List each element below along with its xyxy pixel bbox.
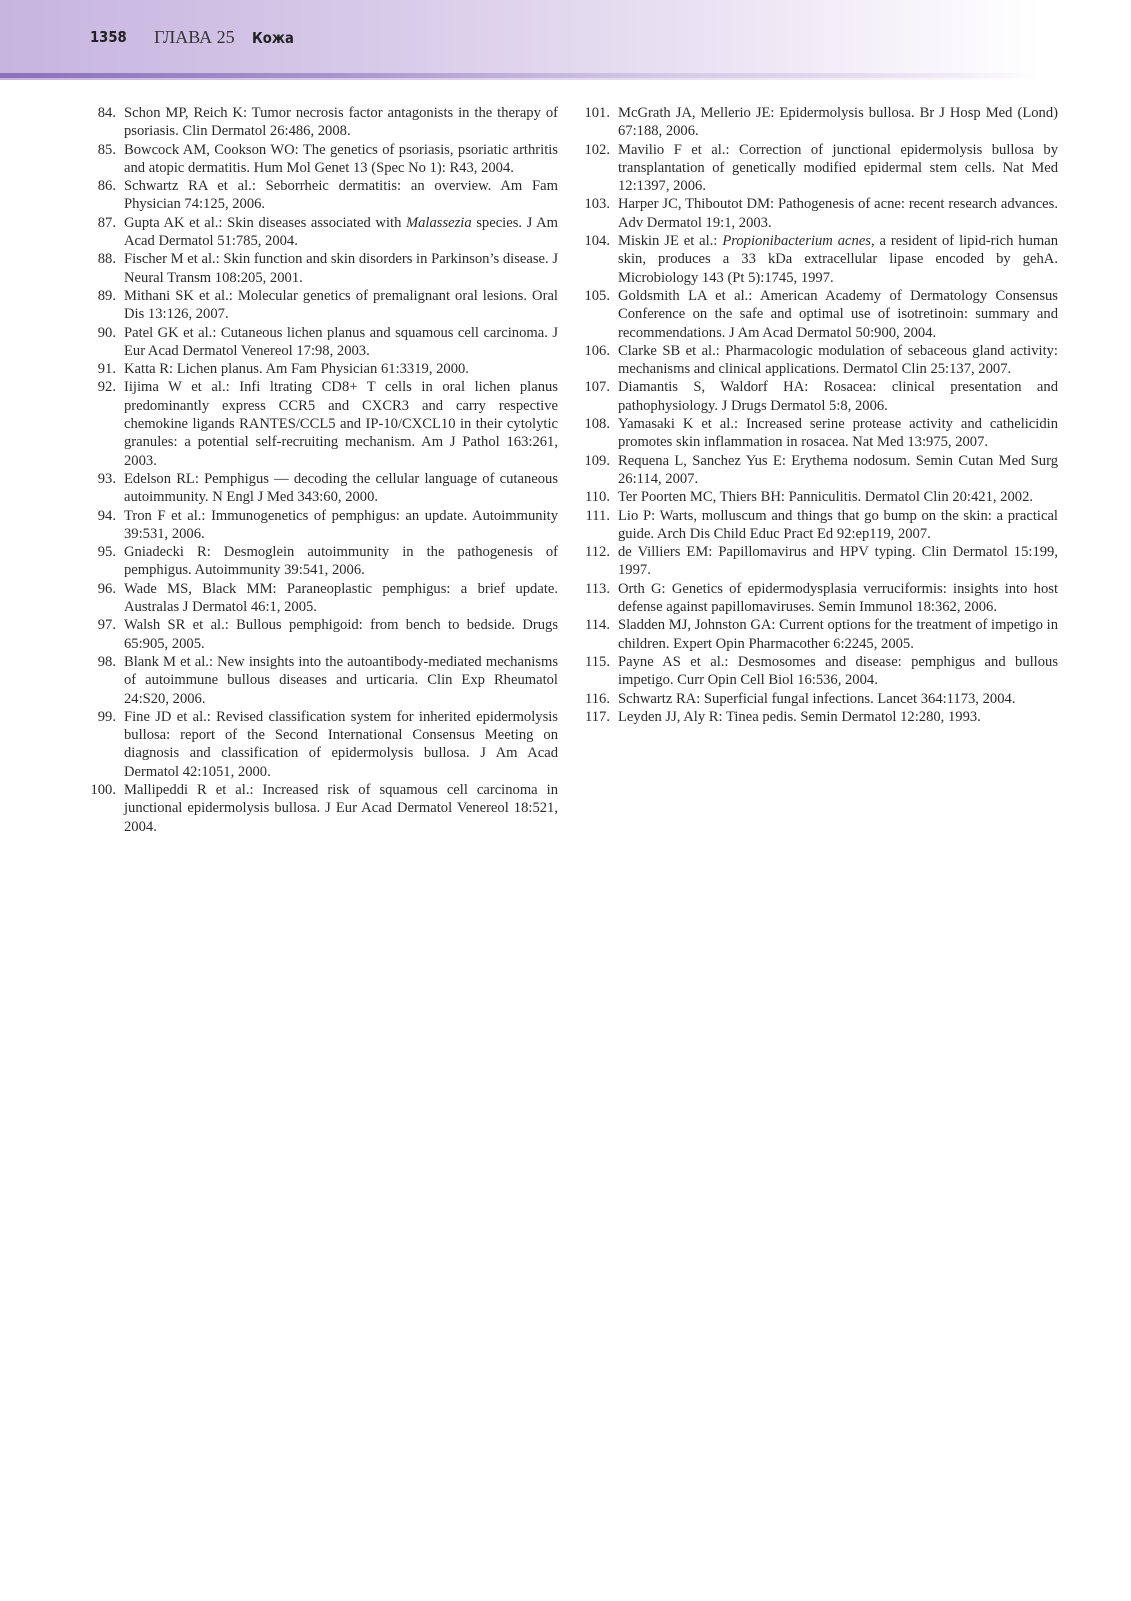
reference-text <box>618 488 1058 506</box>
reference-number: 109. <box>584 452 610 469</box>
reference-item <box>88 653 558 708</box>
reference-number: 84. <box>97 105 116 121</box>
reference-text-part: Miskin JE et al.: <box>618 233 723 250</box>
references-column-right <box>580 104 1058 726</box>
reference-text-part: Clarke SB et al.: Pharmacologic modulation of sebaceous gland activity: mechanisms and clinical applications. Dermatol Clin 25:137, 2007. <box>618 342 1058 378</box>
reference-number: 115. <box>585 653 610 670</box>
reference-text-part: Walsh SR et al.: Bullous pemphigoid: from bench to bedside. Drugs 65:905, 2005. <box>124 617 558 652</box>
reference-text <box>124 250 558 287</box>
reference-number: 111. <box>585 507 610 524</box>
reference-text <box>618 452 1058 489</box>
reference-text-part: Payne AS et al.: Desmosomes and disease: pemphigus and bullous impetigo. Curr Opin Cell Biol 16:536, 2004. <box>618 653 1058 689</box>
reference-text <box>124 378 558 469</box>
reference-text <box>124 104 558 141</box>
reference-text-part: Yamasaki K et al.: Increased serine protease activity and cathelicidin promotes skin inflammation in rosacea. Nat Med 13:975, 2007. <box>618 416 1058 451</box>
reference-text-part: Iijima W et al.: Infi ltrating CD8+ T cells in oral lichen planus predominantly express CCR5 and CXCR3 and carry respective chemokine ligands RANTES/CCL5 and IP-10/CXCL10 in their cytolytic granules: a potential self-recruiting mechanism. Am J Pathol 163:261, 2003. <box>124 379 558 469</box>
reference-item <box>580 488 1058 506</box>
reference-item <box>88 543 558 580</box>
reference-item <box>580 543 1058 580</box>
reference-item <box>88 470 558 507</box>
reference-text-part: Diamantis S, Waldorf HA: Rosacea: clinical presentation and pathophysiology. J Drugs Dermatol 5:8, 2006. <box>618 379 1058 414</box>
reference-text <box>124 543 558 580</box>
reference-item <box>88 287 558 324</box>
reference-text-part: Mallipeddi R et al.: Increased risk of squamous cell carcinoma in junctional epidermolysis bullosa. J Eur Acad Dermatol Venereol 18:521, 2004. <box>124 781 558 835</box>
reference-number: 113. <box>585 580 610 597</box>
reference-item <box>88 378 558 469</box>
reference-text-part: Patel GK et al.: Cutaneous lichen planus and squamous cell carcinoma. J Eur Acad Dermatol Venereol 17:98, 2003. <box>124 324 558 359</box>
reference-text <box>124 141 558 178</box>
reference-number: 117. <box>585 708 610 725</box>
reference-number: 112. <box>585 544 610 561</box>
reference-number: 101. <box>584 105 610 121</box>
reference-number: 98. <box>97 653 116 670</box>
header-divider <box>0 73 1131 78</box>
reference-text-part: Edelson RL: Pemphigus — decoding the cellular language of cutaneous autoimmunity. N Engl J Med 343:60, 2000. <box>124 470 558 506</box>
reference-number: 92. <box>97 379 116 396</box>
reference-number: 110. <box>585 489 610 506</box>
reference-text-part: Requena L, Sanchez Yus E: Erythema nodosum. Semin Cutan Med Surg 26:114, 2007. <box>618 452 1058 487</box>
reference-number: 96. <box>97 580 116 597</box>
reference-item <box>88 616 558 653</box>
reference-item <box>88 507 558 544</box>
reference-text <box>124 324 558 361</box>
reference-text <box>124 360 558 378</box>
reference-text-part: de Villiers EM: Papillomavirus and HPV typing. Clin Dermatol 15:199, 1997. <box>618 544 1058 579</box>
reference-text <box>618 507 1058 544</box>
reference-text-part: Sladden MJ, Johnston GA: Current options for the treatment of impetigo in children. Expert Opin Pharmacother 6:2245, 2005. <box>618 617 1058 652</box>
reference-item <box>88 324 558 361</box>
reference-item <box>580 616 1058 653</box>
reference-text <box>124 214 558 251</box>
reference-number: 85. <box>97 141 116 158</box>
reference-text <box>618 195 1058 232</box>
page-number: 1358 <box>90 28 127 46</box>
reference-text <box>618 378 1058 415</box>
reference-number: 99. <box>97 708 116 725</box>
chapter-label: ГЛАВА 25 <box>154 27 235 47</box>
reference-item <box>580 342 1058 379</box>
reference-item <box>580 452 1058 489</box>
reference-text-part: Blank M et al.: New insights into the autoantibody-mediated mechanisms of autoimmune bullous diseases and urticaria. Clin Exp Rheumatol 24:S20, 2006. <box>124 653 558 707</box>
reference-item <box>580 287 1058 342</box>
reference-item <box>88 360 558 378</box>
reference-item <box>580 708 1058 726</box>
reference-text-part: Goldsmith LA et al.: American Academy of Dermatology Consensus Conference on the safe and optimal use of isotretinoin: summary and recommendations. J Am Acad Dermatol 50:900, 2004. <box>618 287 1058 341</box>
reference-text-part: Orth G: Genetics of epidermodysplasia verruciformis: insights into host defense against papillomaviruses. Semin Immunol 18:362, 2006. <box>618 580 1058 616</box>
reference-number: 102. <box>584 141 610 158</box>
references-column-left <box>88 104 558 836</box>
reference-text <box>618 415 1058 452</box>
reference-text-part: Gupta AK et al.: Skin diseases associated with <box>124 214 406 231</box>
reference-text-part: , a resident of lipid-rich human skin, produces a 33 kDa extracellular lipase encoded by gehA. Microbiology 143 (Pt 5):1745, 1997. <box>618 233 1058 286</box>
reference-item <box>88 708 558 781</box>
reference-number: 103. <box>584 196 610 213</box>
reference-number: 86. <box>97 178 116 195</box>
reference-text <box>618 543 1058 580</box>
reference-item <box>88 781 558 836</box>
reference-text <box>124 177 558 214</box>
reference-number: 88. <box>97 251 116 268</box>
reference-text-part: Fine JD et al.: Revised classification system for inherited epidermolysis bullosa: report of the Second International Consensus Meeting on diagnosis and classification of epidermolysis bullosa. J Am Acad Dermatol 42:1051, 2000. <box>124 708 558 780</box>
reference-text <box>618 287 1058 342</box>
reference-number: 114. <box>585 617 610 634</box>
chapter-title: Кожа <box>252 29 294 47</box>
reference-number: 108. <box>584 416 610 433</box>
reference-number: 91. <box>97 361 116 378</box>
reference-item <box>88 250 558 287</box>
reference-text-part: McGrath JA, Mellerio JE: Epidermolysis bullosa. Br J Hosp Med (Lond) 67:188, 2006. <box>618 105 1058 140</box>
reference-number: 89. <box>97 287 116 304</box>
reference-text <box>618 141 1058 196</box>
reference-text <box>124 580 558 617</box>
reference-text-part: Harper JC, Thiboutot DM: Pathogenesis of acne: recent research advances. Adv Dermatol 19:1, 2003. <box>618 196 1058 231</box>
reference-item <box>580 378 1058 415</box>
reference-species-name: Propionibacterium acnes <box>722 233 871 250</box>
reference-number: 97. <box>97 617 116 634</box>
reference-text <box>124 287 558 324</box>
reference-number: 95. <box>97 544 116 561</box>
reference-number: 93. <box>97 470 116 487</box>
reference-number: 87. <box>97 214 116 231</box>
reference-text <box>618 342 1058 379</box>
reference-number: 90. <box>97 324 116 341</box>
reference-item <box>580 415 1058 452</box>
reference-text-part: Mavilio F et al.: Correction of junctional epidermolysis bullosa by transplantation of genetically modified epidermal stem cells. Nat Med 12:1397, 2006. <box>618 141 1058 195</box>
reference-number: 107. <box>584 379 610 396</box>
reference-text <box>124 507 558 544</box>
reference-item <box>88 580 558 617</box>
reference-text <box>124 708 558 781</box>
reference-text-part: Schwartz RA et al.: Seborrheic dermatitis: an overview. Am Fam Physician 74:125, 2006. <box>124 178 558 213</box>
reference-number: 104. <box>584 233 610 250</box>
reference-text <box>618 104 1058 141</box>
reference-text-part: Wade MS, Black MM: Paraneoplastic pemphigus: a brief update. Australas J Dermatol 46:1, 2005. <box>124 580 558 616</box>
reference-number: 116. <box>585 690 610 707</box>
reference-text <box>124 470 558 507</box>
reference-number: 105. <box>584 287 610 304</box>
reference-number: 106. <box>584 342 610 359</box>
reference-text-part: Katta R: Lichen planus. Am Fam Physician 61:3319, 2000. <box>124 361 469 378</box>
reference-text-part: Mithani SK et al.: Molecular genetics of premalignant oral lesions. Oral Dis 13:126, 2007. <box>124 287 558 323</box>
reference-text-part: species. J Am Acad Dermatol 51:785, 2004. <box>124 214 558 250</box>
reference-item <box>88 104 558 141</box>
reference-item <box>88 141 558 178</box>
reference-text <box>618 690 1058 708</box>
reference-text <box>618 232 1058 287</box>
reference-item <box>88 177 558 214</box>
reference-item <box>580 195 1058 232</box>
reference-text-part: Schwartz RA: Superficial fungal infections. Lancet 364:1173, 2004. <box>618 690 1016 707</box>
reference-number: 100. <box>90 781 116 798</box>
reference-item <box>580 580 1058 617</box>
reference-item <box>580 653 1058 690</box>
reference-text-part: Tron F et al.: Immunogenetics of pemphigus: an update. Autoimmunity 39:531, 2006. <box>124 507 558 542</box>
reference-text <box>124 781 558 836</box>
reference-item <box>580 104 1058 141</box>
reference-text <box>618 653 1058 690</box>
reference-item <box>580 690 1058 708</box>
reference-text-part: Leyden JJ, Aly R: Tinea pedis. Semin Dermatol 12:280, 1993. <box>618 708 981 725</box>
reference-number: 94. <box>97 507 116 524</box>
reference-text-part: Fischer M et al.: Skin function and skin disorders in Parkinson’s disease. J Neural Transm 108:205, 2001. <box>124 251 558 286</box>
reference-item <box>580 232 1058 287</box>
reference-text-part: Schon MP, Reich K: Tumor necrosis factor antagonists in the therapy of psoriasis. Clin Dermatol 26:486, 2008. <box>124 105 558 140</box>
reference-text-part: Ter Poorten MC, Thiers BH: Panniculitis. Dermatol Clin 20:421, 2002. <box>618 489 1034 506</box>
reference-text-part: Lio P: Warts, molluscum and things that go bump on the skin: a practical guide. Arch Dis Child Educ Pract Ed 92:ep119, 2007. <box>618 507 1058 542</box>
reference-text-part: Bowcock AM, Cookson WO: The genetics of psoriasis, psoriatic arthritis and atopic dermatitis. Hum Mol Genet 13 (Spec No 1): R43, 2004. <box>124 141 558 176</box>
reference-text <box>124 653 558 708</box>
reference-text-part: Gniadecki R: Desmoglein autoimmunity in the pathogenesis of pemphigus. Autoimmunity 39:541, 2006. <box>124 544 558 579</box>
reference-text <box>124 616 558 653</box>
reference-item <box>580 507 1058 544</box>
reference-text <box>618 708 1058 726</box>
reference-item <box>580 141 1058 196</box>
reference-text <box>618 616 1058 653</box>
reference-item <box>88 214 558 251</box>
reference-species-name: Malassezia <box>405 214 472 231</box>
reference-text <box>618 580 1058 617</box>
